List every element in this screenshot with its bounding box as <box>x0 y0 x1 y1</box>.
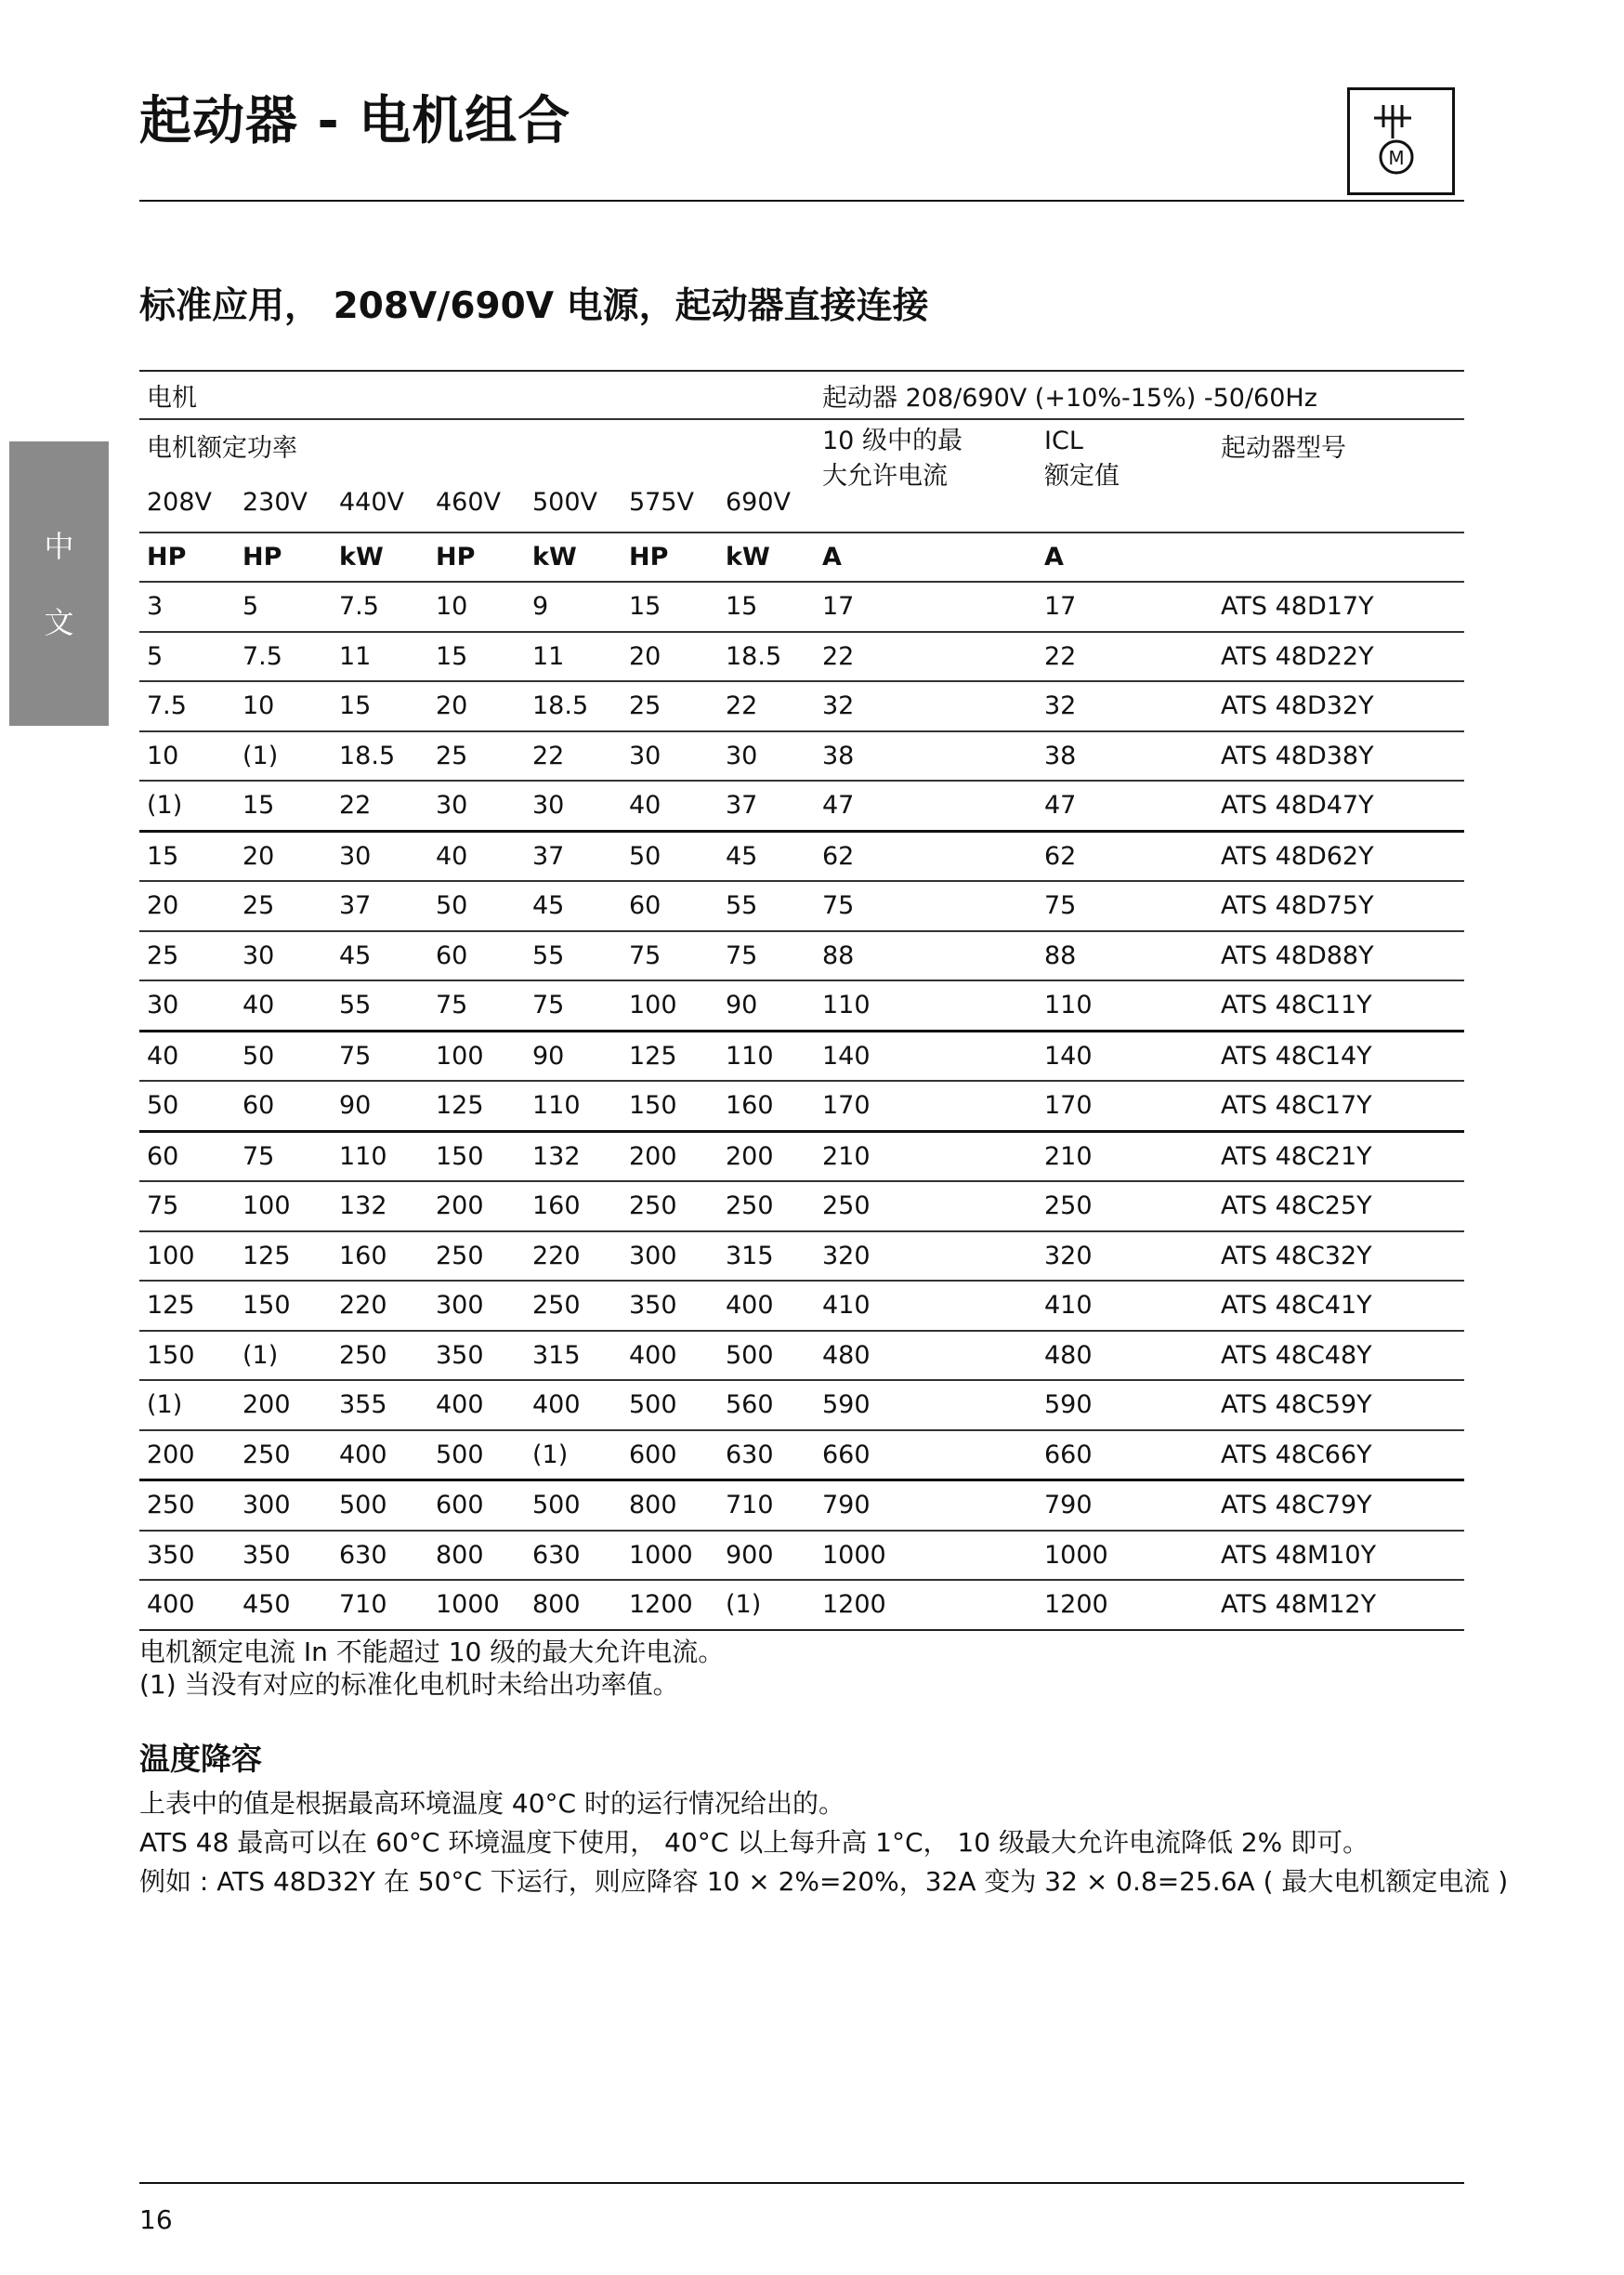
table-cell: 75 <box>1037 881 1213 931</box>
table-cell: 47 <box>1037 781 1213 831</box>
table-cell: 500 <box>332 1480 428 1531</box>
table-cell: 500 <box>428 1430 525 1480</box>
unit-header: kW <box>718 533 815 582</box>
starter-model-cell: ATS 48M12Y <box>1213 1580 1464 1630</box>
table-cell: 1200 <box>622 1580 718 1630</box>
table-cell: 110 <box>1037 980 1213 1031</box>
table-cell: 1000 <box>622 1531 718 1581</box>
starter-model-cell: ATS 48C14Y <box>1213 1031 1464 1081</box>
table-cell: 60 <box>139 1131 235 1181</box>
table-cell: 90 <box>718 980 815 1031</box>
table-cell: 590 <box>1037 1380 1213 1430</box>
table-cell: 800 <box>525 1580 622 1630</box>
table-cell: 400 <box>525 1380 622 1430</box>
table-cell: 50 <box>235 1031 332 1081</box>
table-cell: 170 <box>1037 1081 1213 1131</box>
table-cell: 18.5 <box>718 632 815 682</box>
table-cell: 250 <box>622 1181 718 1231</box>
voltage-header: 208V <box>147 488 213 517</box>
table-cell: 50 <box>139 1081 235 1131</box>
table-cell: 210 <box>1037 1131 1213 1181</box>
table-cell: 110 <box>332 1131 428 1181</box>
language-side-tab <box>9 441 109 726</box>
header-starter-model: 起动器型号 <box>1213 419 1464 533</box>
table-notes <box>139 1636 724 1701</box>
temperature-text <box>139 1784 1508 1901</box>
starter-model-cell: ATS 48C11Y <box>1213 980 1464 1031</box>
table-cell: 350 <box>428 1331 525 1381</box>
table-row <box>139 1181 1464 1231</box>
header-starter: 起动器 208/690V (+10%-15%) -50/60Hz <box>822 383 1317 413</box>
table-cell: 55 <box>525 931 622 981</box>
table-cell: 630 <box>718 1430 815 1480</box>
table-cell: 110 <box>525 1081 622 1131</box>
table-row <box>139 881 1464 931</box>
table-row <box>139 931 1464 981</box>
table-cell: 15 <box>332 681 428 731</box>
temperature-heading: 温度降容 <box>139 1741 262 1777</box>
starter-model-cell: ATS 48D38Y <box>1213 731 1464 782</box>
table-cell: 90 <box>332 1081 428 1131</box>
table-cell: 220 <box>525 1231 622 1282</box>
table-cell: 10 <box>235 681 332 731</box>
table-cell: 20 <box>235 831 332 881</box>
table-cell: 32 <box>1037 681 1213 731</box>
table-row <box>139 1331 1464 1381</box>
table-cell: 1200 <box>815 1580 1037 1630</box>
table-cell: 315 <box>525 1331 622 1381</box>
table-cell: 10 <box>428 582 525 632</box>
starter-model-cell: ATS 48C41Y <box>1213 1281 1464 1331</box>
table-cell: 125 <box>139 1281 235 1331</box>
table-cell: 60 <box>235 1081 332 1131</box>
table-cell: 170 <box>815 1081 1037 1131</box>
table-cell: 5 <box>235 582 332 632</box>
voltage-header: 690V <box>726 488 792 517</box>
starter-model-cell: ATS 48C79Y <box>1213 1480 1464 1531</box>
table-row <box>139 1231 1464 1282</box>
table-cell: 25 <box>428 731 525 782</box>
table-cell: 150 <box>428 1131 525 1181</box>
temperature-line: ATS 48 最高可以在 60°C 环境温度下使用， 40°C 以上每升高 1°C， 10 级最大允许电流降低 2% 即可。 <box>139 1827 1369 1858</box>
table-cell: 11 <box>525 632 622 682</box>
table-cell: 125 <box>622 1031 718 1081</box>
table-cell: 200 <box>718 1131 815 1181</box>
table-cell: 160 <box>718 1081 815 1131</box>
table-cell: 110 <box>718 1031 815 1081</box>
table-cell: 88 <box>815 931 1037 981</box>
table-cell: 17 <box>1037 582 1213 632</box>
voltage-header: 500V <box>532 488 598 517</box>
header-max-current: 10 级中的最 大允许电流 <box>815 419 1037 533</box>
table-cell: 160 <box>332 1231 428 1282</box>
table-cell: 20 <box>622 632 718 682</box>
table-cell: 250 <box>815 1181 1037 1231</box>
table-cell: (1) <box>235 731 332 782</box>
table-row <box>139 632 1464 682</box>
table-cell: 9 <box>525 582 622 632</box>
table-body <box>139 582 1464 1630</box>
table-cell: 100 <box>139 1231 235 1282</box>
unit-header: HP <box>235 533 332 582</box>
table-cell: 75 <box>139 1181 235 1231</box>
table-cell: 30 <box>235 931 332 981</box>
table-cell: 62 <box>815 831 1037 881</box>
table-cell: 22 <box>525 731 622 782</box>
table-cell: 350 <box>235 1531 332 1581</box>
table-cell: 62 <box>1037 831 1213 881</box>
table-cell: (1) <box>139 1380 235 1430</box>
voltage-header: 575V <box>629 488 695 517</box>
table-cell: 50 <box>428 881 525 931</box>
table-cell: 30 <box>428 781 525 831</box>
table-cell: 450 <box>235 1580 332 1630</box>
table-cell: 200 <box>139 1430 235 1480</box>
starter-model-cell: ATS 48D47Y <box>1213 781 1464 831</box>
temperature-line: 例如 : ATS 48D32Y 在 50°C 下运行，则应降容 10 × 2%=20%，32A 变为 32 × 0.8=25.6A ( 最大电机额定电流 ) <box>139 1866 1509 1897</box>
top-rule <box>139 200 1464 202</box>
table-cell: 1000 <box>1037 1531 1213 1581</box>
table-cell: 200 <box>428 1181 525 1231</box>
table-cell: 15 <box>139 831 235 881</box>
table-cell: 500 <box>622 1380 718 1430</box>
table-row <box>139 831 1464 881</box>
table-cell: 400 <box>428 1380 525 1430</box>
table-row <box>139 1531 1464 1581</box>
voltage-header: 440V <box>339 488 405 517</box>
starter-model-cell: ATS 48D75Y <box>1213 881 1464 931</box>
table-cell: 800 <box>428 1531 525 1581</box>
unit-header: A <box>815 533 1037 582</box>
table-cell: 600 <box>428 1480 525 1531</box>
starter-model-cell: ATS 48M10Y <box>1213 1531 1464 1581</box>
table-cell: (1) <box>718 1580 815 1630</box>
table-cell: 710 <box>718 1480 815 1531</box>
side-tab-char-1: 中 <box>44 529 74 564</box>
table-cell: 250 <box>718 1181 815 1231</box>
table-cell: 630 <box>525 1531 622 1581</box>
table-cell: 410 <box>1037 1281 1213 1331</box>
unit-row <box>139 533 1464 582</box>
table-cell: 75 <box>815 881 1037 931</box>
table-cell: 400 <box>622 1331 718 1381</box>
table-cell: 18.5 <box>332 731 428 782</box>
header-motor: 电机 <box>147 383 197 413</box>
table-cell: 20 <box>139 881 235 931</box>
table-row <box>139 1081 1464 1131</box>
motor-icon-letter: M <box>1388 147 1405 169</box>
table-cell: 75 <box>622 931 718 981</box>
table-cell: 88 <box>1037 931 1213 981</box>
table-cell: 38 <box>1037 731 1213 782</box>
starter-model-cell: ATS 48C17Y <box>1213 1081 1464 1131</box>
unit-header: HP <box>428 533 525 582</box>
table-cell: (1) <box>235 1331 332 1381</box>
table-cell: 1200 <box>1037 1580 1213 1630</box>
table-cell: 250 <box>428 1231 525 1282</box>
table-cell: 900 <box>718 1531 815 1581</box>
table-cell: 30 <box>718 731 815 782</box>
starter-model-cell: ATS 48D17Y <box>1213 582 1464 632</box>
starter-motor-table <box>139 370 1464 1631</box>
note-line: (1) 当没有对应的标准化电机时未给出功率值。 <box>139 1669 679 1700</box>
table-cell: 125 <box>235 1231 332 1282</box>
starter-model-cell: ATS 48C59Y <box>1213 1380 1464 1430</box>
table-cell: 75 <box>718 931 815 981</box>
table-cell: 1000 <box>815 1531 1037 1581</box>
table-cell: 25 <box>139 931 235 981</box>
table-cell: 315 <box>718 1231 815 1282</box>
table-cell: 15 <box>428 632 525 682</box>
bottom-rule <box>139 2182 1464 2184</box>
table-row <box>139 681 1464 731</box>
table-cell: 560 <box>718 1380 815 1430</box>
table-cell: 790 <box>815 1480 1037 1531</box>
header-motor-rated-power: 电机额定功率 <box>139 419 815 480</box>
unit-header: A <box>1037 533 1213 582</box>
table-cell: 75 <box>332 1031 428 1081</box>
table-cell: 90 <box>525 1031 622 1081</box>
table-cell: 17 <box>815 582 1037 632</box>
starter-model-cell: ATS 48C25Y <box>1213 1181 1464 1231</box>
table-cell: (1) <box>139 781 235 831</box>
table-cell: 660 <box>815 1430 1037 1480</box>
table-cell: 60 <box>428 931 525 981</box>
starter-model-cell: ATS 48C21Y <box>1213 1131 1464 1181</box>
table-cell: 355 <box>332 1380 428 1430</box>
table-cell: 350 <box>622 1281 718 1331</box>
table-cell: 75 <box>428 980 525 1031</box>
table-cell: 7.5 <box>332 582 428 632</box>
table-cell: 22 <box>1037 632 1213 682</box>
table-cell: 800 <box>622 1480 718 1531</box>
header-label-row <box>139 419 1464 480</box>
table-cell: 320 <box>1037 1231 1213 1282</box>
voltage-header: 230V <box>242 488 308 517</box>
table-cell: 400 <box>332 1430 428 1480</box>
table-cell: 37 <box>718 781 815 831</box>
table-row <box>139 1031 1464 1081</box>
table-cell: 40 <box>235 980 332 1031</box>
table-cell: 660 <box>1037 1430 1213 1480</box>
table-cell: 250 <box>235 1430 332 1480</box>
table-cell: 140 <box>815 1031 1037 1081</box>
table-cell: 47 <box>815 781 1037 831</box>
table-cell: 150 <box>235 1281 332 1331</box>
table-row <box>139 1380 1464 1430</box>
table-cell: 25 <box>622 681 718 731</box>
table-cell: 37 <box>332 881 428 931</box>
table-cell: 55 <box>718 881 815 931</box>
table-cell: 250 <box>139 1480 235 1531</box>
table-cell: 100 <box>428 1031 525 1081</box>
table-cell: 38 <box>815 731 1037 782</box>
table-cell: 30 <box>332 831 428 881</box>
table-cell: 300 <box>428 1281 525 1331</box>
starter-model-cell: ATS 48C32Y <box>1213 1231 1464 1282</box>
table-row <box>139 1131 1464 1181</box>
table-cell: 200 <box>622 1131 718 1181</box>
starter-model-cell: ATS 48C48Y <box>1213 1331 1464 1381</box>
table-cell: 100 <box>622 980 718 1031</box>
header-icl: ICL 额定值 <box>1037 419 1213 533</box>
table-row <box>139 582 1464 632</box>
unit-header: HP <box>139 533 235 582</box>
table-cell: 350 <box>139 1531 235 1581</box>
table-cell: 140 <box>1037 1031 1213 1081</box>
table-cell: 25 <box>235 881 332 931</box>
voltage-header: 460V <box>436 488 502 517</box>
table-cell: 15 <box>718 582 815 632</box>
page-title: 起动器 - 电机组合 <box>139 91 571 151</box>
section-subtitle: 标准应用， 208V/690V 电源，起动器直接连接 <box>139 285 929 327</box>
table-cell: 45 <box>525 881 622 931</box>
table-cell: 132 <box>332 1181 428 1231</box>
table-cell: 710 <box>332 1580 428 1630</box>
table-cell: 150 <box>139 1331 235 1381</box>
table-cell: 590 <box>815 1380 1037 1430</box>
table-row <box>139 1430 1464 1480</box>
table-cell: 250 <box>525 1281 622 1331</box>
table-cell: 55 <box>332 980 428 1031</box>
table-cell: 30 <box>139 980 235 1031</box>
table-cell: 400 <box>718 1281 815 1331</box>
table-cell: 500 <box>525 1480 622 1531</box>
table-cell: 22 <box>815 632 1037 682</box>
table-cell: 32 <box>815 681 1037 731</box>
unit-header-empty <box>1213 533 1464 582</box>
starter-model-cell: ATS 48C66Y <box>1213 1430 1464 1480</box>
table-cell: 200 <box>235 1380 332 1430</box>
table-cell: (1) <box>525 1430 622 1480</box>
table-cell: 15 <box>622 582 718 632</box>
table-row <box>139 1580 1464 1630</box>
table-cell: 22 <box>332 781 428 831</box>
table-cell: 410 <box>815 1281 1037 1331</box>
table-cell: 15 <box>235 781 332 831</box>
table-cell: 18.5 <box>525 681 622 731</box>
table-cell: 790 <box>1037 1480 1213 1531</box>
table-cell: 250 <box>1037 1181 1213 1231</box>
table-cell: 10 <box>139 731 235 782</box>
table-row <box>139 980 1464 1031</box>
unit-header: kW <box>332 533 428 582</box>
table-cell: 400 <box>139 1580 235 1630</box>
table-cell: 300 <box>622 1231 718 1282</box>
starter-model-cell: ATS 48D22Y <box>1213 632 1464 682</box>
starter-model-cell: ATS 48D32Y <box>1213 681 1464 731</box>
unit-header: kW <box>525 533 622 582</box>
unit-header: HP <box>622 533 718 582</box>
table-cell: 160 <box>525 1181 622 1231</box>
table-cell: 480 <box>1037 1331 1213 1381</box>
table-cell: 75 <box>235 1131 332 1181</box>
temperature-line: 上表中的值是根据最高环境温度 40°C 时的运行情况给出的。 <box>139 1788 845 1819</box>
table-cell: 500 <box>718 1331 815 1381</box>
table-cell: 75 <box>525 980 622 1031</box>
table-cell: 7.5 <box>139 681 235 731</box>
table-cell: 150 <box>622 1081 718 1131</box>
table-row <box>139 731 1464 782</box>
table-cell: 60 <box>622 881 718 931</box>
side-tab-char-2: 文 <box>44 605 74 640</box>
table-cell: 110 <box>815 980 1037 1031</box>
table-cell: 210 <box>815 1131 1037 1181</box>
starter-model-cell: ATS 48D88Y <box>1213 931 1464 981</box>
table-cell: 30 <box>622 731 718 782</box>
table-cell: 125 <box>428 1081 525 1131</box>
table-cell: 45 <box>332 931 428 981</box>
page-number: 16 <box>139 2204 173 2235</box>
starter-model-cell: ATS 48D62Y <box>1213 831 1464 881</box>
table-cell: 40 <box>139 1031 235 1081</box>
table-cell: 320 <box>815 1231 1037 1282</box>
table-cell: 22 <box>718 681 815 731</box>
table-cell: 7.5 <box>235 632 332 682</box>
table-row <box>139 781 1464 831</box>
table-cell: 250 <box>332 1331 428 1381</box>
table-cell: 132 <box>525 1131 622 1181</box>
table-cell: 40 <box>428 831 525 881</box>
table-cell: 11 <box>332 632 428 682</box>
table-cell: 5 <box>139 632 235 682</box>
table-cell: 220 <box>332 1281 428 1331</box>
note-line: 电机额定电流 In 不能超过 10 级的最大允许电流。 <box>139 1637 725 1667</box>
table-cell: 20 <box>428 681 525 731</box>
table-cell: 45 <box>718 831 815 881</box>
table-cell: 3 <box>139 582 235 632</box>
table-cell: 50 <box>622 831 718 881</box>
table-cell: 40 <box>622 781 718 831</box>
table-cell: 100 <box>235 1181 332 1231</box>
table-row <box>139 1281 1464 1331</box>
table-cell: 300 <box>235 1480 332 1531</box>
table-cell: 1000 <box>428 1580 525 1630</box>
table-cell: 480 <box>815 1331 1037 1381</box>
table-cell: 600 <box>622 1430 718 1480</box>
table-cell: 630 <box>332 1531 428 1581</box>
table-cell: 30 <box>525 781 622 831</box>
table-cell: 37 <box>525 831 622 881</box>
header-group-row <box>139 371 1464 419</box>
motor-icon <box>1347 87 1455 195</box>
table-row <box>139 1480 1464 1531</box>
